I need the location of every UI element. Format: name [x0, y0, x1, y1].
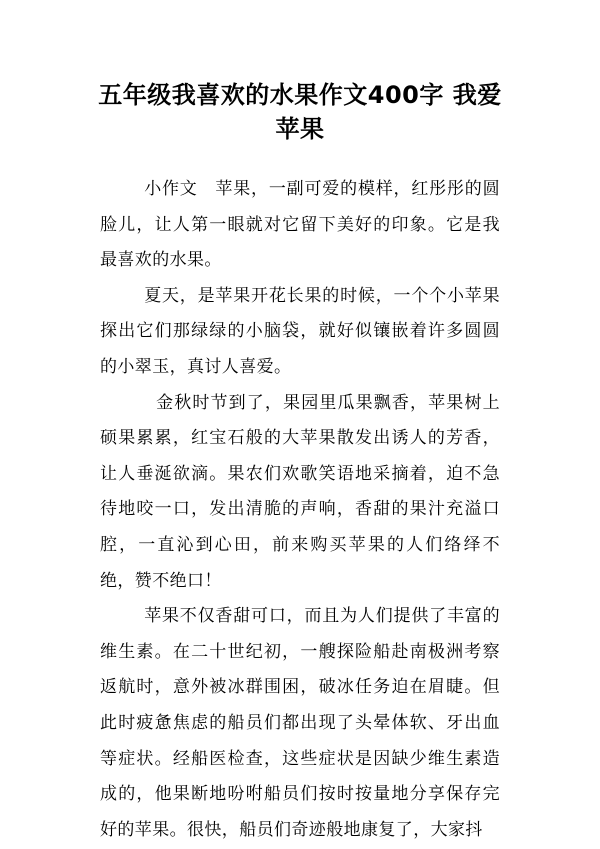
- document-title: 五年级我喜欢的水果作文400字 我爱苹果: [98, 81, 502, 143]
- paragraph-autumn: 金秋时节到了，果园里瓜果飘香，苹果树上硕果累累，红宝石般的大苹果散发出诱人的芳香，让人垂涎欲滴。果农们欢歌笑语地采摘着，迫不急待地咬一口，发出清脆的声响，香甜的果汁充溢口腔，一直沁到心田，前来购买苹果的人们络绎不绝，赞不绝口！: [100, 392, 500, 591]
- paragraph-intro: 小作文 苹果，一副可爱的模样，红彤彤的圆脸儿，让人第一眼就对它留下美好的印象。它是我最喜欢的水果。: [100, 179, 500, 271]
- paragraph-vitamins: 苹果不仅香甜可口，而且为人们提供了丰富的维生素。在二十世纪初，一艘探险船赴南极洲考察返航时，意外被冰群围困，破冰任务迫在眉睫。但此时疲惫焦虑的船员们都出现了头晕体软、牙出血等症状。经船医检查，这些症状是因缺少维生素造成的，他果断地吩咐船员们按时按量地分享保存完好的苹果。很快，船员们奇迹般地康复了，大家抖: [100, 606, 500, 840]
- paragraph-summer: 夏天，是苹果开花长果的时候，一个个小苹果探出它们那绿绿的小脑袋，就好似镶嵌着许多圆圆的小翠玉，真讨人喜爱。: [100, 285, 500, 377]
- document-body: [100, 172, 500, 848]
